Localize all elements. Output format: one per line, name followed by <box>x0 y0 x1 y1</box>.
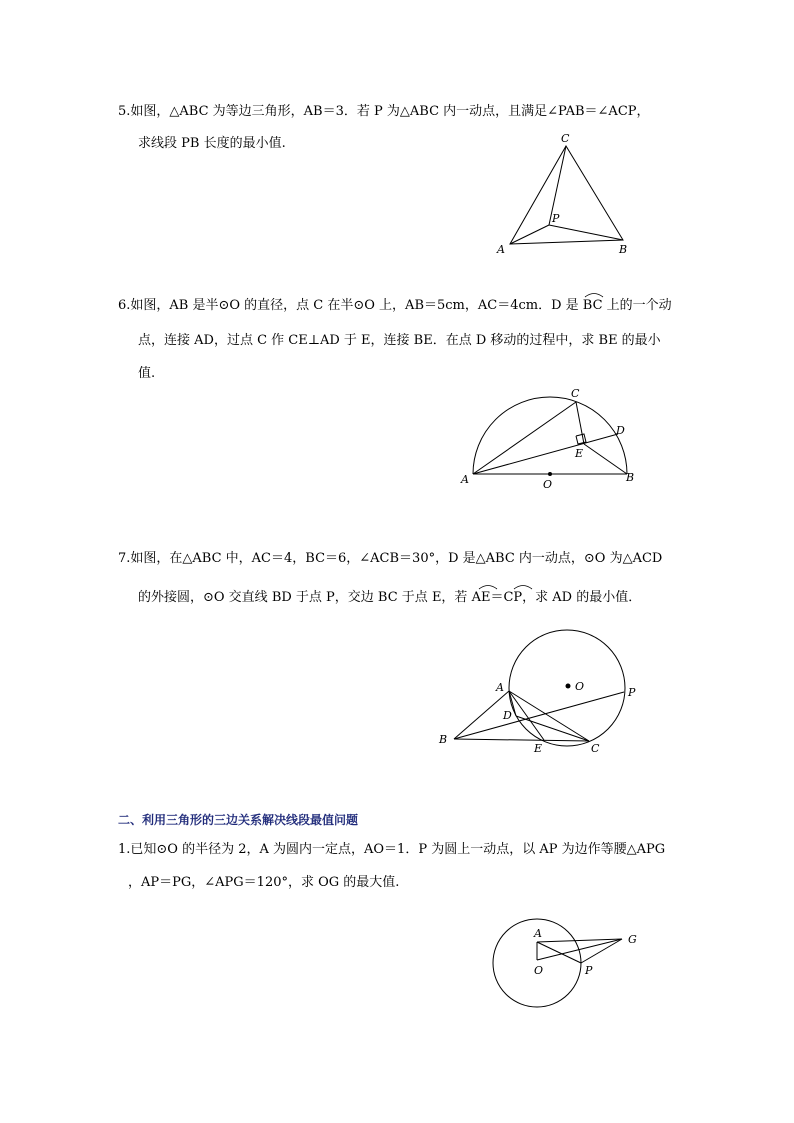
label-d: D <box>503 709 512 722</box>
problem1-figure <box>490 915 650 1015</box>
segment-ac <box>509 691 589 741</box>
problem1-line2: ，AP＝PG，∠APG＝120°，求 OG 的最大值. <box>128 875 400 890</box>
segment-ce <box>576 402 584 444</box>
label-o: O <box>534 964 544 977</box>
segment-ac <box>473 402 576 474</box>
label-a: A <box>496 681 504 694</box>
label-o: O <box>543 478 553 491</box>
label-b: B <box>439 733 448 746</box>
segment-bp <box>454 692 624 739</box>
label-p: P <box>552 212 560 225</box>
segment-og <box>537 939 622 960</box>
label-c: C <box>591 742 600 755</box>
segment-dc <box>516 716 589 741</box>
problem5-figure <box>490 132 650 262</box>
label-p: P <box>585 964 593 977</box>
problem7-line2: 的外接圆，⊙O 交直线 BD 于点 P，交边 BC 于点 E，若 AE＝CP，求 AD 的最小值． <box>138 590 642 605</box>
problem5-line1: 5.如图，△ABC 为等边三角形，AB＝3．若 P 为△ABC 内一动点，且满足∠PAB＝∠ACP， <box>118 104 650 119</box>
segment-ad <box>473 434 618 474</box>
label-b: B <box>619 243 628 256</box>
segment-pg <box>581 939 622 963</box>
label-a: A <box>534 927 542 940</box>
label-d: D <box>616 424 625 437</box>
section2-heading: 二、利用三角形的三边关系解决线段最值问题 <box>118 813 359 827</box>
segment-ag <box>537 939 622 942</box>
problem6-figure <box>458 385 648 495</box>
segment-be <box>584 444 627 474</box>
label-o: O <box>575 680 585 693</box>
triangle-abc <box>510 146 623 244</box>
right-angle-mark <box>576 434 586 444</box>
center-o-dot <box>566 684 571 689</box>
arc-ae-cp-marks <box>478 582 538 590</box>
label-e: E <box>575 447 584 460</box>
center-o-dot <box>548 472 552 476</box>
problem7-line1: 7.如图，在△ABC 中，AC＝4，BC＝6，∠ACB＝30°，D 是△ABC 内一动点，⊙O 为△ACD <box>118 551 663 566</box>
label-p: P <box>628 686 636 699</box>
label-e: E <box>534 742 543 755</box>
label-b: B <box>626 471 635 484</box>
arc-bc-mark <box>584 290 604 298</box>
label-a: A <box>497 243 505 256</box>
label-c: C <box>561 132 570 145</box>
problem6-line2: 点，连接 AD，过点 C 作 CE⊥AD 于 E，连接 BE．在点 D 移动的过程中，求 BE 的最小 <box>138 333 661 348</box>
problem7-figure <box>434 624 654 764</box>
semicircle-o <box>473 397 627 474</box>
problem1-line1: 1.已知⊙O 的半径为 2，A 为圆内一定点，AO＝1．P 为圆上一动点，以 AP 为边作等腰△APG <box>118 842 666 857</box>
problem6-line1: 6.如图，AB 是半⊙O 的直径，点 C 在半⊙O 上，AB＝5cm，AC＝4cm．D 是 BC 上的一个动 <box>118 298 672 313</box>
label-a: A <box>461 473 469 486</box>
problem5-line2: 求线段 PB 长度的最小值. <box>138 136 286 151</box>
problem6-line3: 值. <box>138 366 156 381</box>
label-c: C <box>571 387 580 400</box>
segment-bc <box>454 739 589 741</box>
segment-ap <box>537 942 581 963</box>
label-g: G <box>628 933 637 946</box>
segment-bp <box>549 225 623 240</box>
